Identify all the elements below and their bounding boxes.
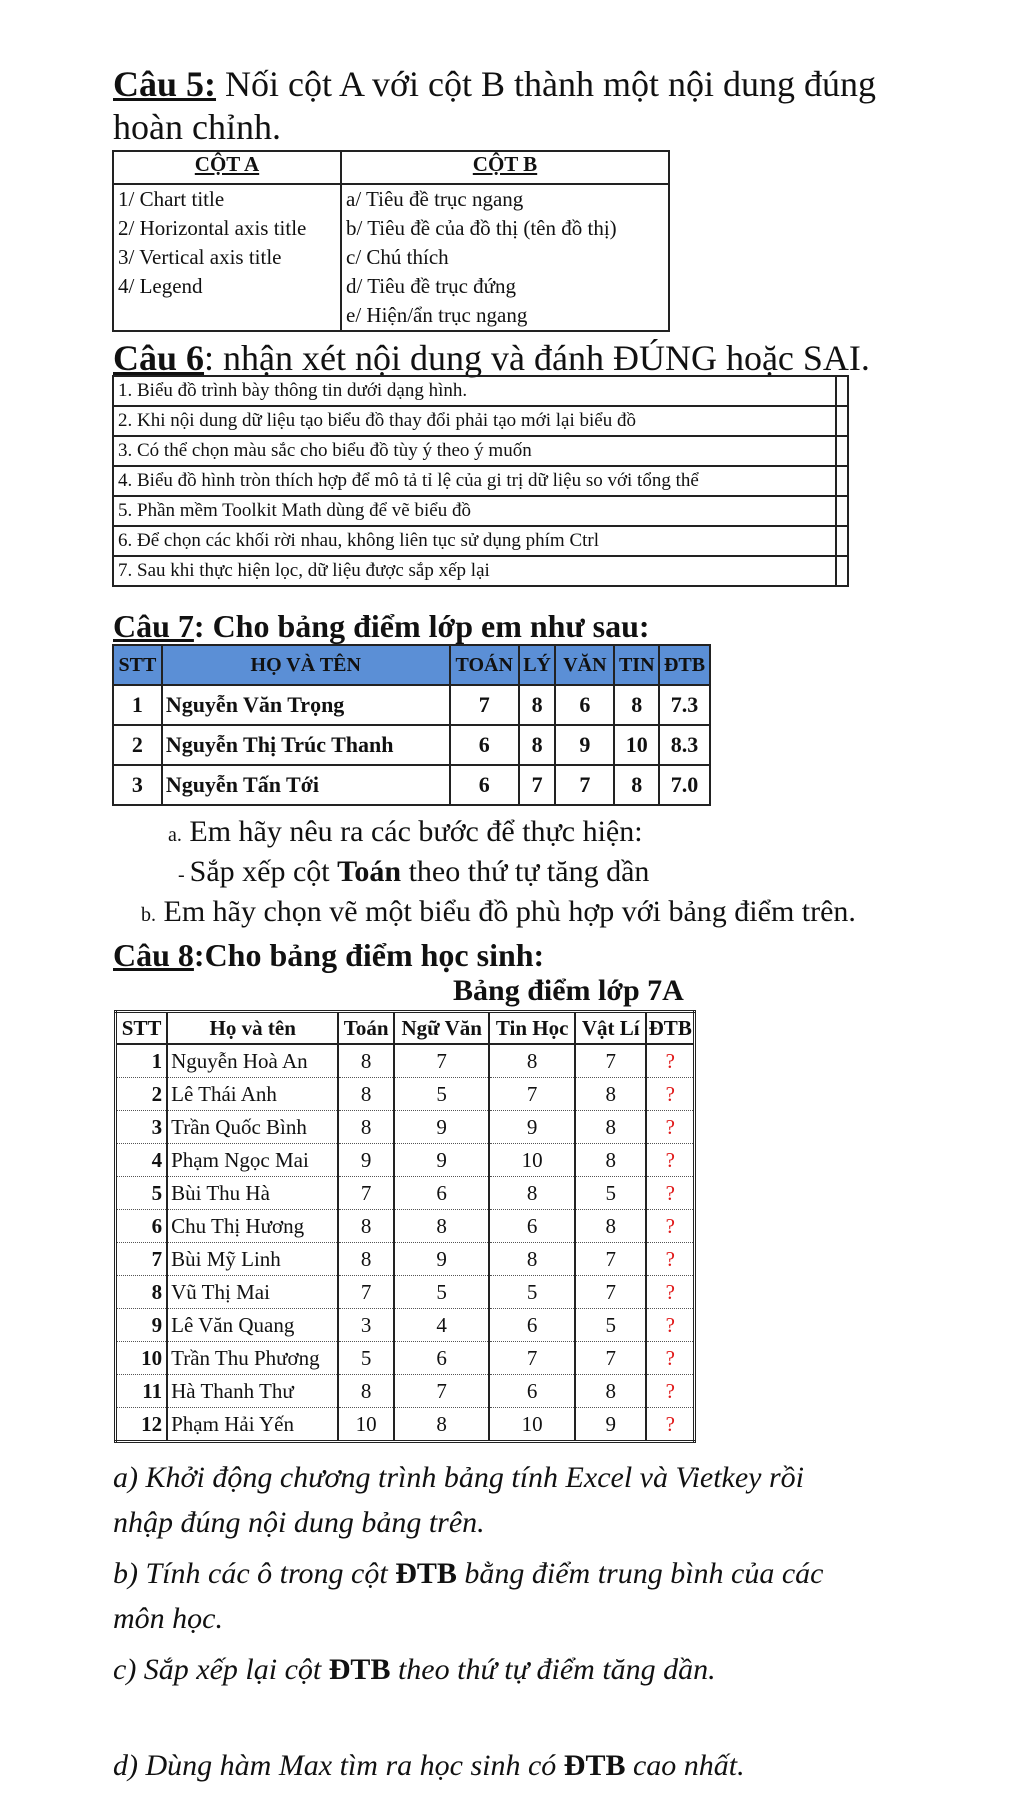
cell-score: 6 bbox=[555, 685, 614, 725]
statement: 7. Sau khi thực hiện lọc, dữ liệu được sắp xếp lại bbox=[113, 556, 836, 586]
q8-label: Câu 8 bbox=[113, 937, 194, 973]
cell-stt: 1 bbox=[116, 1044, 168, 1078]
cell-score: 10 bbox=[614, 725, 659, 765]
cell-score: 10 bbox=[338, 1408, 394, 1442]
q7-part-a bbox=[168, 815, 643, 849]
statement: 4. Biểu đồ hình tròn thích hợp để mô tả tỉ lệ của gi trị dữ liệu so với tổng thể bbox=[113, 466, 836, 496]
cell-stt: 10 bbox=[116, 1342, 168, 1375]
q8-c-pre: c) Sắp xếp lại cột bbox=[113, 1653, 329, 1686]
cell-score: 5 bbox=[489, 1276, 575, 1309]
q8-task-a-line2: nhập đúng nội dung bảng trên. bbox=[113, 1506, 485, 1539]
cell-score: 3 bbox=[338, 1309, 394, 1342]
cell-score: 8 bbox=[614, 685, 659, 725]
col-b-item: a/ Tiêu đề trục ngang bbox=[341, 184, 669, 214]
dash: - bbox=[178, 864, 190, 886]
table-row bbox=[116, 1210, 695, 1243]
cell-score: 8 bbox=[338, 1375, 394, 1408]
cell-score: 9 bbox=[394, 1111, 489, 1144]
header-ly: LÝ bbox=[519, 645, 556, 685]
cell-score: 7 bbox=[555, 765, 614, 805]
header-stt: STT bbox=[116, 1012, 168, 1045]
q7-heading bbox=[113, 606, 650, 646]
answer-cell[interactable] bbox=[836, 496, 848, 526]
col-b-header: CỘT B bbox=[341, 151, 669, 184]
cell-stt: 7 bbox=[116, 1243, 168, 1276]
cell-score: 8 bbox=[338, 1210, 394, 1243]
cell-score: 7 bbox=[338, 1276, 394, 1309]
answer-cell[interactable] bbox=[836, 526, 848, 556]
cell-score: 8 bbox=[519, 725, 556, 765]
cell-name: Bùi Mỹ Linh bbox=[167, 1243, 338, 1276]
table-row bbox=[116, 1144, 695, 1177]
header-toan: TOÁN bbox=[450, 645, 519, 685]
table-row bbox=[116, 1111, 695, 1144]
cell-stt: 3 bbox=[113, 765, 162, 805]
cell-score: 8 bbox=[338, 1243, 394, 1276]
cell-stt: 8 bbox=[116, 1276, 168, 1309]
answer-cell[interactable] bbox=[836, 406, 848, 436]
cell-name: Chu Thị Hương bbox=[167, 1210, 338, 1243]
cell-score: 9 bbox=[394, 1243, 489, 1276]
cell-score: 6 bbox=[450, 725, 519, 765]
cell-dtb: ? bbox=[646, 1243, 694, 1276]
statement: 1. Biểu đồ trình bày thông tin dưới dạng hình. bbox=[113, 376, 836, 406]
table-row bbox=[116, 1309, 695, 1342]
cell-dtb: ? bbox=[646, 1342, 694, 1375]
answer-cell[interactable] bbox=[836, 376, 848, 406]
statement: 3. Có thể chọn màu sắc cho biểu đồ tùy ý theo ý muốn bbox=[113, 436, 836, 466]
cell-score: 8 bbox=[614, 765, 659, 805]
cell-score: 7 bbox=[575, 1243, 647, 1276]
cell-score: 7 bbox=[394, 1044, 489, 1078]
col-a-item bbox=[113, 301, 341, 331]
header-name: Họ và tên bbox=[167, 1012, 338, 1045]
cell-score: 7 bbox=[519, 765, 556, 805]
q7-b-mark: b. bbox=[141, 904, 156, 926]
cell-score: 8 bbox=[489, 1177, 575, 1210]
statement: 6. Để chọn các khối rời nhau, không liên tục sử dụng phím Ctrl bbox=[113, 526, 836, 556]
q7-text: : Cho bảng điểm lớp em như sau: bbox=[193, 608, 650, 644]
cell-dtb: 7.3 bbox=[659, 685, 710, 725]
q8-d-bold: ĐTB bbox=[563, 1749, 626, 1782]
header-ly: Vật Lí bbox=[575, 1012, 647, 1045]
cell-name: Hà Thanh Thư bbox=[167, 1375, 338, 1408]
sort-post: theo thứ tự tăng dần bbox=[401, 855, 650, 888]
table-row bbox=[113, 685, 710, 725]
q8-c-post: theo thứ tự điểm tăng dần. bbox=[390, 1653, 716, 1686]
cell-stt: 3 bbox=[116, 1111, 168, 1144]
cell-score: 10 bbox=[489, 1408, 575, 1442]
cell-score: 9 bbox=[555, 725, 614, 765]
q8-c-bold: ĐTB bbox=[328, 1653, 391, 1686]
statement: 5. Phần mềm Toolkit Math dùng để vẽ biểu đồ bbox=[113, 496, 836, 526]
col-a-item: 2/ Horizontal axis title bbox=[113, 214, 341, 243]
answer-cell[interactable] bbox=[836, 556, 848, 586]
q8-task-d bbox=[113, 1744, 745, 1788]
q8-task-a-line1: a) Khởi động chương trình bảng tính Excel và Vietkey rồi bbox=[113, 1461, 805, 1494]
col-b-item: d/ Tiêu đề trục đứng bbox=[341, 272, 669, 301]
cell-stt: 6 bbox=[116, 1210, 168, 1243]
cell-score: 9 bbox=[338, 1144, 394, 1177]
cell-stt: 1 bbox=[113, 685, 162, 725]
cell-dtb: ? bbox=[646, 1144, 694, 1177]
header-tin: TIN bbox=[614, 645, 659, 685]
cell-stt: 4 bbox=[116, 1144, 168, 1177]
header-toan: Toán bbox=[338, 1012, 394, 1045]
cell-dtb: ? bbox=[646, 1078, 694, 1111]
cell-stt: 5 bbox=[116, 1177, 168, 1210]
table-row bbox=[116, 1375, 695, 1408]
cell-score: 5 bbox=[394, 1276, 489, 1309]
q8-task-b-line1 bbox=[113, 1552, 823, 1596]
table-row bbox=[113, 725, 710, 765]
header-dtb: ĐTB bbox=[659, 645, 710, 685]
cell-dtb: ? bbox=[646, 1375, 694, 1408]
q8-b-pre: b) Tính các ô trong cột bbox=[113, 1557, 396, 1590]
table-row bbox=[113, 765, 710, 805]
cell-dtb: ? bbox=[646, 1408, 694, 1442]
cell-score: 9 bbox=[394, 1144, 489, 1177]
cell-score: 8 bbox=[575, 1144, 647, 1177]
sort-pre: Sắp xếp cột bbox=[189, 855, 338, 888]
table-row bbox=[116, 1078, 695, 1111]
answer-cell[interactable] bbox=[836, 436, 848, 466]
q7-part-b bbox=[141, 895, 856, 929]
cell-score: 7 bbox=[575, 1044, 647, 1078]
cell-score: 8 bbox=[338, 1044, 394, 1078]
cell-score: 8 bbox=[575, 1210, 647, 1243]
header-van: VĂN bbox=[555, 645, 614, 685]
cell-dtb: ? bbox=[646, 1309, 694, 1342]
q8-score-table bbox=[114, 1010, 696, 1443]
cell-score: 6 bbox=[394, 1342, 489, 1375]
q5-heading-cont: hoàn chỉnh. bbox=[113, 107, 281, 147]
q7-sort-step bbox=[178, 855, 649, 889]
cell-score: 4 bbox=[394, 1309, 489, 1342]
q8-d-post: cao nhất. bbox=[625, 1749, 745, 1782]
q8-text: :Cho bảng điểm học sinh: bbox=[193, 937, 545, 973]
col-a-header: CỘT A bbox=[113, 151, 341, 184]
cell-score: 5 bbox=[575, 1309, 647, 1342]
cell-dtb: ? bbox=[646, 1044, 694, 1078]
q6-text: : nhận xét nội dung và đánh ĐÚNG hoặc SAI. bbox=[204, 338, 870, 378]
cell-score: 5 bbox=[338, 1342, 394, 1375]
cell-dtb: ? bbox=[646, 1177, 694, 1210]
table-row bbox=[116, 1342, 695, 1375]
cell-score: 7 bbox=[338, 1177, 394, 1210]
cell-score: 8 bbox=[519, 685, 556, 725]
q7-score-table bbox=[112, 644, 711, 806]
cell-score: 7 bbox=[450, 685, 519, 725]
q5-matching-table bbox=[112, 150, 670, 332]
cell-name: Phạm Ngọc Mai bbox=[167, 1144, 338, 1177]
col-a-item: 4/ Legend bbox=[113, 272, 341, 301]
table-row bbox=[116, 1276, 695, 1309]
cell-score: 5 bbox=[575, 1177, 647, 1210]
cell-name: Nguyễn Tấn Tới bbox=[162, 765, 450, 805]
q5-label: Câu 5: bbox=[113, 64, 217, 104]
cell-dtb: ? bbox=[646, 1210, 694, 1243]
cell-stt: 12 bbox=[116, 1408, 168, 1442]
cell-score: 9 bbox=[575, 1408, 647, 1442]
statement: 2. Khi nội dung dữ liệu tạo biểu đồ thay đổi phải tạo mới lại biểu đồ bbox=[113, 406, 836, 436]
col-a-item: 3/ Vertical axis title bbox=[113, 243, 341, 272]
cell-score: 7 bbox=[575, 1276, 647, 1309]
sort-bold: Toán bbox=[337, 855, 402, 888]
cell-score: 6 bbox=[489, 1309, 575, 1342]
cell-score: 6 bbox=[394, 1177, 489, 1210]
table-row bbox=[116, 1408, 695, 1442]
cell-score: 8 bbox=[489, 1243, 575, 1276]
cell-name: Nguyễn Hoà An bbox=[167, 1044, 338, 1078]
cell-score: 8 bbox=[338, 1111, 394, 1144]
q6-label: Câu 6 bbox=[113, 338, 205, 378]
table-row bbox=[116, 1044, 695, 1078]
col-b-item: e/ Hiện/ẩn trục ngang bbox=[341, 301, 669, 331]
cell-stt: 11 bbox=[116, 1375, 168, 1408]
q8-task-c bbox=[113, 1648, 716, 1692]
answer-cell[interactable] bbox=[836, 466, 848, 496]
cell-dtb: 7.0 bbox=[659, 765, 710, 805]
q6-heading bbox=[113, 338, 870, 378]
q8-d-pre: d) Dùng hàm Max tìm ra học sinh có bbox=[113, 1749, 564, 1782]
cell-score: 8 bbox=[575, 1078, 647, 1111]
col-b-item: c/ Chú thích bbox=[341, 243, 669, 272]
q7-a-text: Em hãy nêu ra các bước để thực hiện: bbox=[181, 815, 643, 848]
header-tin: Tin Học bbox=[489, 1012, 575, 1045]
cell-score: 8 bbox=[575, 1111, 647, 1144]
header-dtb: ĐTB bbox=[646, 1012, 694, 1045]
q7-label: Câu 7 bbox=[113, 608, 194, 644]
cell-name: Phạm Hải Yến bbox=[167, 1408, 338, 1442]
cell-stt: 2 bbox=[116, 1078, 168, 1111]
cell-score: 7 bbox=[489, 1342, 575, 1375]
cell-score: 8 bbox=[338, 1078, 394, 1111]
cell-name: Nguyễn Văn Trọng bbox=[162, 685, 450, 725]
header-stt: STT bbox=[113, 645, 162, 685]
cell-score: 7 bbox=[575, 1342, 647, 1375]
cell-name: Nguyễn Thị Trúc Thanh bbox=[162, 725, 450, 765]
col-b-item: b/ Tiêu đề của đồ thị (tên đồ thị) bbox=[341, 214, 669, 243]
cell-score: 6 bbox=[489, 1210, 575, 1243]
cell-name: Lê Thái Anh bbox=[167, 1078, 338, 1111]
q8-b-bold: ĐTB bbox=[395, 1557, 457, 1590]
cell-score: 8 bbox=[489, 1044, 575, 1078]
cell-dtb: 8.3 bbox=[659, 725, 710, 765]
table-row bbox=[116, 1177, 695, 1210]
cell-name: Vũ Thị Mai bbox=[167, 1276, 338, 1309]
q8-b-post: bằng điểm trung bình của các bbox=[456, 1557, 824, 1590]
cell-name: Trần Thu Phương bbox=[167, 1342, 338, 1375]
q8-task-b-line2: môn học. bbox=[113, 1602, 223, 1635]
cell-stt: 9 bbox=[116, 1309, 168, 1342]
cell-dtb: ? bbox=[646, 1276, 694, 1309]
table-row bbox=[116, 1243, 695, 1276]
cell-score: 8 bbox=[394, 1210, 489, 1243]
cell-name: Bùi Thu Hà bbox=[167, 1177, 338, 1210]
header-van: Ngữ Văn bbox=[394, 1012, 489, 1045]
q6-true-false-table bbox=[112, 375, 849, 587]
cell-name: Lê Văn Quang bbox=[167, 1309, 338, 1342]
col-a-item: 1/ Chart title bbox=[113, 184, 341, 214]
q8-table-title: Bảng điểm lớp 7A bbox=[453, 974, 684, 1007]
cell-name: Trần Quốc Bình bbox=[167, 1111, 338, 1144]
cell-score: 6 bbox=[450, 765, 519, 805]
header-name: HỌ VÀ TÊN bbox=[162, 645, 450, 685]
cell-score: 7 bbox=[489, 1078, 575, 1111]
cell-dtb: ? bbox=[646, 1111, 694, 1144]
cell-score: 8 bbox=[394, 1408, 489, 1442]
cell-score: 8 bbox=[575, 1375, 647, 1408]
q8-heading bbox=[113, 935, 544, 975]
q7-a-mark: a. bbox=[168, 824, 182, 846]
q5-text: Nối cột A với cột B thành một nội dung đúng bbox=[216, 64, 877, 104]
cell-score: 5 bbox=[394, 1078, 489, 1111]
cell-score: 7 bbox=[394, 1375, 489, 1408]
q7-b-text: Em hãy chọn vẽ một biểu đồ phù hợp với bảng điểm trên. bbox=[156, 895, 856, 928]
cell-score: 10 bbox=[489, 1144, 575, 1177]
cell-stt: 2 bbox=[113, 725, 162, 765]
q5-heading bbox=[113, 64, 876, 104]
cell-score: 6 bbox=[489, 1375, 575, 1408]
cell-score: 9 bbox=[489, 1111, 575, 1144]
